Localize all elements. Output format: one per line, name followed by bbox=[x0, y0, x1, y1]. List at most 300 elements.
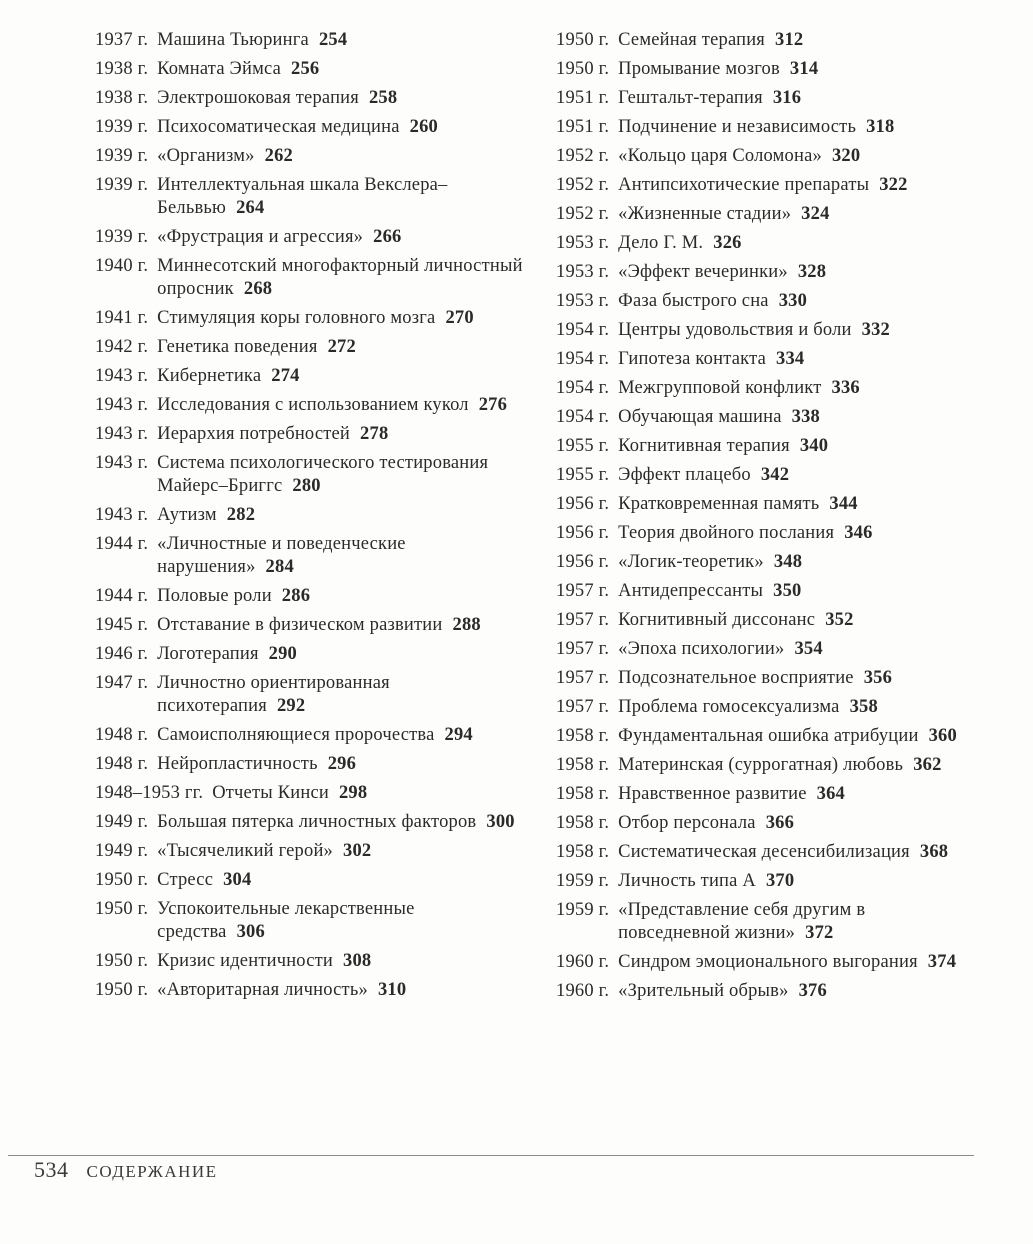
toc-entry bbox=[95, 226, 525, 249]
entry-page-number: 334 bbox=[776, 349, 805, 369]
entry-page-number: 258 bbox=[368, 88, 398, 108]
entry-title: Межгрупповой конфликт bbox=[618, 378, 822, 398]
toc-entry bbox=[556, 638, 976, 661]
toc-entry bbox=[556, 951, 976, 974]
toc-entry bbox=[556, 406, 976, 429]
entry-year: 1946 г. bbox=[95, 644, 149, 664]
entry-year: 1949 г. bbox=[95, 841, 149, 861]
toc-column-left bbox=[95, 29, 525, 1008]
toc-entry bbox=[556, 870, 976, 893]
toc-entry bbox=[95, 58, 525, 81]
entry-year: 1943 г. bbox=[95, 366, 149, 386]
entry-body bbox=[157, 979, 525, 1002]
entry-year: 1957 г. bbox=[556, 639, 610, 659]
entry-page-number: 336 bbox=[831, 378, 860, 398]
entry-title: Большая пятерка личностных факторов bbox=[157, 812, 477, 832]
entry-title: Комната Эймса bbox=[157, 59, 282, 79]
entry-year: 1948 г. bbox=[95, 754, 149, 774]
entry-year: 1954 г. bbox=[556, 320, 610, 340]
toc-entry bbox=[95, 365, 525, 388]
toc-entry bbox=[95, 614, 525, 637]
entry-page-number: 304 bbox=[223, 870, 252, 890]
entry-page-number: 370 bbox=[765, 871, 795, 891]
entry-year: 1950 г. bbox=[556, 30, 610, 50]
entry-title: Теория двойного послания bbox=[618, 523, 835, 543]
entry-year: 1953 г. bbox=[556, 233, 610, 253]
entry-body bbox=[618, 29, 976, 52]
entry-page-number: 322 bbox=[879, 175, 908, 195]
entry-year: 1954 г. bbox=[556, 378, 610, 398]
toc-entry bbox=[556, 87, 976, 110]
entry-year: 1957 г. bbox=[556, 581, 610, 601]
entry-title: Систематическая десенсибилизация bbox=[618, 842, 910, 862]
entry-page-number: 292 bbox=[276, 696, 306, 716]
entry-body bbox=[618, 522, 976, 545]
entry-year: 1944 г. bbox=[95, 586, 149, 606]
entry-page-number: 360 bbox=[928, 726, 957, 746]
entry-year: 1950 г. bbox=[95, 870, 149, 890]
entry-title: Кибернетика bbox=[157, 366, 262, 386]
entry-page-number: 264 bbox=[236, 198, 265, 218]
entry-title: Логотерапия bbox=[157, 644, 259, 664]
entry-page-number: 372 bbox=[805, 923, 834, 943]
toc-entry bbox=[556, 580, 976, 603]
entry-title: Семейная терапия bbox=[618, 30, 766, 50]
entry-body bbox=[618, 899, 976, 945]
toc-entry bbox=[556, 667, 976, 690]
toc-entry bbox=[556, 493, 976, 516]
entry-title: Гештальт-терапия bbox=[618, 88, 763, 108]
entry-body bbox=[618, 551, 976, 574]
toc-entry bbox=[556, 812, 976, 835]
entry-page-number: 306 bbox=[236, 922, 265, 942]
entry-year: 1954 г. bbox=[556, 407, 610, 427]
toc-entry bbox=[95, 585, 525, 608]
entry-year: 1952 г. bbox=[556, 204, 610, 224]
entry-title: Успокоительные лекарственные средства bbox=[157, 899, 415, 942]
toc-entry bbox=[556, 261, 976, 284]
entry-year: 1957 г. bbox=[556, 610, 610, 630]
entry-body bbox=[157, 423, 525, 446]
entry-title: Антипсихотические препараты bbox=[618, 175, 870, 195]
entry-title: Кратковременная память bbox=[618, 494, 820, 514]
entry-page-number: 284 bbox=[265, 557, 294, 577]
toc-entry bbox=[95, 87, 525, 110]
entry-year: 1945 г. bbox=[95, 615, 149, 635]
toc-entry bbox=[95, 423, 525, 446]
entry-year: 1958 г. bbox=[556, 755, 610, 775]
entry-body bbox=[618, 783, 976, 806]
entry-title: Синдром эмоционального выгорания bbox=[618, 952, 918, 972]
entry-body bbox=[157, 643, 525, 666]
entry-body bbox=[618, 232, 976, 255]
entry-title: Материнская (суррогатная) любовь bbox=[618, 755, 904, 775]
entry-page-number: 324 bbox=[801, 204, 830, 224]
toc-entry bbox=[556, 58, 976, 81]
entry-year: 1958 г. bbox=[556, 842, 610, 862]
entry-page-number: 254 bbox=[318, 30, 348, 50]
entry-title: Половые роли bbox=[157, 586, 272, 606]
entry-page-number: 266 bbox=[373, 227, 402, 247]
toc-entry bbox=[556, 980, 976, 1003]
entry-body bbox=[618, 464, 976, 487]
entry-page-number: 296 bbox=[327, 754, 357, 774]
entry-title: Интеллектуальная шкала Векслера–Бельвью bbox=[157, 175, 448, 218]
entry-title: Когнитивный диссонанс bbox=[618, 610, 816, 630]
entry-title: Стимуляция коры головного мозга bbox=[157, 308, 436, 328]
entry-page-number: 356 bbox=[863, 668, 893, 688]
toc-entry bbox=[95, 504, 525, 527]
entry-body bbox=[618, 754, 976, 777]
entry-body bbox=[157, 811, 525, 834]
entry-year: 1943 г. bbox=[95, 424, 149, 444]
entry-body bbox=[157, 336, 525, 359]
toc-entry bbox=[95, 255, 525, 301]
entry-page-number: 308 bbox=[343, 951, 372, 971]
entry-page-number: 352 bbox=[825, 610, 854, 630]
entry-title: Отчеты Кинси bbox=[212, 783, 329, 803]
entry-year: 1955 г. bbox=[556, 465, 610, 485]
entry-body bbox=[618, 145, 976, 168]
toc-entry bbox=[556, 29, 976, 52]
entry-page-number: 280 bbox=[292, 476, 321, 496]
entry-year: 1941 г. bbox=[95, 308, 149, 328]
entry-body bbox=[618, 348, 976, 371]
entry-page-number: 256 bbox=[291, 59, 320, 79]
entry-page-number: 268 bbox=[243, 279, 273, 299]
entry-page-number: 314 bbox=[789, 59, 819, 79]
entry-page-number: 346 bbox=[844, 523, 873, 543]
toc-entry bbox=[95, 869, 525, 892]
entry-body bbox=[618, 116, 976, 139]
entry-year: 1959 г. bbox=[556, 900, 610, 920]
entry-body bbox=[157, 504, 525, 527]
toc-entry bbox=[556, 754, 976, 777]
entry-page-number: 278 bbox=[360, 424, 389, 444]
entry-title: «Авторитарная личность» bbox=[157, 980, 368, 1000]
entry-title: Самоисполняющиеся пророчества bbox=[157, 725, 435, 745]
entry-page-number: 290 bbox=[268, 644, 298, 664]
entry-page-number: 364 bbox=[816, 784, 846, 804]
entry-body bbox=[157, 840, 525, 863]
entry-year: 1939 г. bbox=[95, 146, 149, 166]
entry-title: Генетика поведения bbox=[157, 337, 318, 357]
entry-year: 1939 г. bbox=[95, 175, 149, 195]
toc-entry bbox=[95, 116, 525, 139]
toc-entry bbox=[556, 290, 976, 313]
toc-entry bbox=[556, 783, 976, 806]
entry-title: «Организм» bbox=[157, 146, 255, 166]
entry-year: 1954 г. bbox=[556, 349, 610, 369]
entry-body bbox=[618, 174, 976, 197]
entry-title: Когнитивная терапия bbox=[618, 436, 790, 456]
toc-entry bbox=[95, 672, 525, 718]
entry-year: 1950 г. bbox=[95, 951, 149, 971]
entry-title: Отбор персонала bbox=[618, 813, 756, 833]
entry-year: 1960 г. bbox=[556, 981, 610, 1001]
entry-body bbox=[157, 116, 525, 139]
entry-body bbox=[618, 290, 976, 313]
entry-year: 1939 г. bbox=[95, 227, 149, 247]
entry-body bbox=[157, 898, 525, 944]
entry-page-number: 348 bbox=[773, 552, 803, 572]
entry-title: Гипотеза контакта bbox=[618, 349, 767, 369]
entry-body bbox=[157, 58, 525, 81]
entry-title: «Тысячеликий герой» bbox=[157, 841, 334, 861]
entry-year: 1957 г. bbox=[556, 697, 610, 717]
entry-body bbox=[618, 319, 976, 342]
entry-year: 1938 г. bbox=[95, 88, 149, 108]
entry-body bbox=[618, 58, 976, 81]
entry-title: «Жизненные стадии» bbox=[618, 204, 792, 224]
toc-entry bbox=[95, 782, 525, 805]
entry-year: 1949 г. bbox=[95, 812, 149, 832]
entry-body bbox=[618, 638, 976, 661]
entry-year: 1943 г. bbox=[95, 395, 149, 415]
entry-title: Личностно ориентированная психотерапия bbox=[157, 673, 390, 716]
entry-page-number: 340 bbox=[799, 436, 829, 456]
entry-title: Фаза быстрого сна bbox=[618, 291, 769, 311]
toc-entry bbox=[556, 174, 976, 197]
entry-page-number: 260 bbox=[409, 117, 438, 137]
entry-body bbox=[618, 87, 976, 110]
entry-body bbox=[157, 307, 525, 330]
entry-year: 1948–1953 гг. bbox=[95, 783, 204, 803]
toc-entry bbox=[556, 203, 976, 226]
toc-entry bbox=[95, 979, 525, 1002]
entry-title: Нейропластичность bbox=[157, 754, 318, 774]
entry-title: Фундаментальная ошибка атрибуции bbox=[618, 726, 919, 746]
toc-entry bbox=[556, 435, 976, 458]
entry-body bbox=[157, 226, 525, 249]
toc-entry bbox=[95, 724, 525, 747]
entry-body bbox=[618, 870, 976, 893]
toc-entry bbox=[556, 899, 976, 945]
entry-title: Подчинение и независимость bbox=[618, 117, 857, 137]
entry-page-number: 354 bbox=[794, 639, 823, 659]
entry-body bbox=[157, 452, 525, 498]
entry-title: «Личностные и поведенческие нарушения» bbox=[157, 534, 406, 577]
toc-entry bbox=[556, 841, 976, 864]
entry-title: Электрошоковая терапия bbox=[157, 88, 359, 108]
entry-page-number: 272 bbox=[327, 337, 356, 357]
toc-entry bbox=[95, 950, 525, 973]
entry-page-number: 362 bbox=[913, 755, 942, 775]
entry-title: Психосоматическая медицина bbox=[157, 117, 400, 137]
entry-page-number: 318 bbox=[866, 117, 895, 137]
entry-page-number: 344 bbox=[829, 494, 858, 514]
entry-body bbox=[157, 614, 525, 637]
entry-page-number: 342 bbox=[760, 465, 790, 485]
toc-entry bbox=[95, 394, 525, 417]
entry-body bbox=[157, 255, 525, 301]
toc-entry bbox=[95, 898, 525, 944]
entry-year: 1947 г. bbox=[95, 673, 149, 693]
page-number: 534 bbox=[34, 1157, 69, 1182]
entry-year: 1959 г. bbox=[556, 871, 610, 891]
entry-title: Проблема гомосексуализма bbox=[618, 697, 840, 717]
entry-page-number: 276 bbox=[478, 395, 508, 415]
toc-entry bbox=[95, 643, 525, 666]
entry-page-number: 286 bbox=[281, 586, 311, 606]
toc-entry bbox=[556, 464, 976, 487]
entry-body bbox=[157, 672, 525, 718]
entry-page-number: 374 bbox=[927, 952, 957, 972]
entry-body bbox=[618, 406, 976, 429]
entry-title: «Представление себя другим в повседневной жизни» bbox=[618, 900, 866, 943]
entry-title: Машина Тьюринга bbox=[157, 30, 309, 50]
entry-year: 1952 г. bbox=[556, 146, 610, 166]
entry-year: 1958 г. bbox=[556, 726, 610, 746]
entry-page-number: 368 bbox=[919, 842, 949, 862]
entry-body bbox=[618, 841, 976, 864]
entry-year: 1950 г. bbox=[95, 980, 149, 1000]
entry-title: Иерархия потребностей bbox=[157, 424, 351, 444]
entry-year: 1953 г. bbox=[556, 262, 610, 282]
entry-body bbox=[157, 394, 525, 417]
entry-year: 1948 г. bbox=[95, 725, 149, 745]
entry-year: 1938 г. bbox=[95, 59, 149, 79]
entry-title: Отставание в физическом развитии bbox=[157, 615, 443, 635]
entry-page-number: 262 bbox=[264, 146, 293, 166]
toc-entry bbox=[95, 307, 525, 330]
entry-title: Аутизм bbox=[157, 505, 217, 525]
entry-year: 1958 г. bbox=[556, 784, 610, 804]
entry-page-number: 330 bbox=[778, 291, 808, 311]
entry-body bbox=[157, 29, 525, 52]
entry-title: Миннесотский многофакторный личностный опросник bbox=[157, 256, 523, 299]
entry-body bbox=[618, 667, 976, 690]
toc-entry bbox=[95, 29, 525, 52]
entry-title: Система психологического тестирования Майерс–Бриггс bbox=[157, 453, 489, 496]
toc-entry bbox=[556, 377, 976, 400]
toc-entry bbox=[556, 145, 976, 168]
toc-entry bbox=[95, 145, 525, 168]
entry-year: 1937 г. bbox=[95, 30, 149, 50]
entry-title: «Логик-теоретик» bbox=[618, 552, 764, 572]
entry-body bbox=[618, 435, 976, 458]
entry-page-number: 358 bbox=[849, 697, 878, 717]
entry-title: «Эпоха психологии» bbox=[618, 639, 785, 659]
entry-body bbox=[618, 203, 976, 226]
entry-year: 1943 г. bbox=[95, 453, 149, 473]
entry-year: 1956 г. bbox=[556, 523, 610, 543]
entry-page-number: 326 bbox=[713, 233, 742, 253]
entry-title: Нравственное развитие bbox=[618, 784, 807, 804]
entry-title: Стресс bbox=[157, 870, 214, 890]
toc-entry bbox=[556, 551, 976, 574]
entry-year: 1952 г. bbox=[556, 175, 610, 195]
entry-title: «Фрустрация и агрессия» bbox=[157, 227, 364, 247]
entry-page-number: 376 bbox=[798, 981, 827, 1001]
entry-page-number: 338 bbox=[791, 407, 821, 427]
toc-entry bbox=[556, 609, 976, 632]
toc-entry bbox=[556, 696, 976, 719]
toc-entry bbox=[95, 811, 525, 834]
entry-year: 1955 г. bbox=[556, 436, 610, 456]
entry-body bbox=[157, 533, 525, 579]
entry-year: 1944 г. bbox=[95, 534, 149, 554]
entry-page-number: 316 bbox=[772, 88, 802, 108]
entry-body bbox=[157, 174, 525, 220]
entry-body bbox=[157, 87, 525, 110]
entry-page-number: 366 bbox=[765, 813, 795, 833]
entry-year: 1950 г. bbox=[556, 59, 610, 79]
entry-title: Подсознательное восприятие bbox=[618, 668, 854, 688]
toc-entry bbox=[556, 522, 976, 545]
toc-entry bbox=[556, 116, 976, 139]
page-footer bbox=[34, 1157, 218, 1183]
entry-year: 1943 г. bbox=[95, 505, 149, 525]
entry-page-number: 302 bbox=[343, 841, 372, 861]
entry-body bbox=[618, 493, 976, 516]
entry-page-number: 270 bbox=[445, 308, 474, 328]
entry-page-number: 298 bbox=[338, 783, 368, 803]
entry-page-number: 310 bbox=[377, 980, 407, 1000]
toc-entry bbox=[556, 319, 976, 342]
entry-year: 1957 г. bbox=[556, 668, 610, 688]
entry-body bbox=[618, 609, 976, 632]
toc-entry bbox=[95, 533, 525, 579]
toc-entry bbox=[95, 336, 525, 359]
entry-body bbox=[157, 365, 525, 388]
entry-year: 1956 г. bbox=[556, 494, 610, 514]
entry-page-number: 282 bbox=[226, 505, 256, 525]
entry-title: «Эффект вечеринки» bbox=[618, 262, 788, 282]
entry-body bbox=[618, 725, 976, 748]
entry-body bbox=[618, 951, 976, 974]
entry-page-number: 320 bbox=[831, 146, 861, 166]
entry-page-number: 288 bbox=[452, 615, 481, 635]
entry-body bbox=[618, 580, 976, 603]
entry-year: 1951 г. bbox=[556, 117, 610, 137]
toc-entry bbox=[556, 232, 976, 255]
toc-entry bbox=[556, 348, 976, 371]
entry-body bbox=[157, 950, 525, 973]
toc-entry bbox=[95, 753, 525, 776]
entry-title: «Кольцо царя Соломона» bbox=[618, 146, 822, 166]
running-title: СОДЕРЖАНИЕ bbox=[86, 1162, 218, 1181]
toc-entry bbox=[95, 174, 525, 220]
footer-divider bbox=[8, 1155, 974, 1156]
entry-body bbox=[157, 724, 525, 747]
entry-page-number: 274 bbox=[271, 366, 300, 386]
entry-title: Личность типа А bbox=[618, 871, 756, 891]
entry-year: 1942 г. bbox=[95, 337, 149, 357]
entry-page-number: 294 bbox=[444, 725, 473, 745]
entry-year: 1960 г. bbox=[556, 952, 610, 972]
entry-body bbox=[157, 753, 525, 776]
entry-body bbox=[212, 782, 525, 805]
toc-column-right bbox=[556, 29, 976, 1009]
entry-year: 1950 г. bbox=[95, 899, 149, 919]
entry-body bbox=[618, 980, 976, 1003]
entry-page-number: 350 bbox=[773, 581, 802, 601]
entry-year: 1939 г. bbox=[95, 117, 149, 137]
entry-year: 1958 г. bbox=[556, 813, 610, 833]
entry-page-number: 312 bbox=[775, 30, 804, 50]
entry-body bbox=[618, 696, 976, 719]
entry-body bbox=[618, 261, 976, 284]
entry-year: 1956 г. bbox=[556, 552, 610, 572]
entry-page-number: 332 bbox=[861, 320, 890, 340]
entry-title: Промывание мозгов bbox=[618, 59, 780, 79]
entry-year: 1951 г. bbox=[556, 88, 610, 108]
toc-entry bbox=[95, 840, 525, 863]
entry-body bbox=[157, 869, 525, 892]
entry-page-number: 328 bbox=[797, 262, 827, 282]
toc-entry bbox=[95, 452, 525, 498]
